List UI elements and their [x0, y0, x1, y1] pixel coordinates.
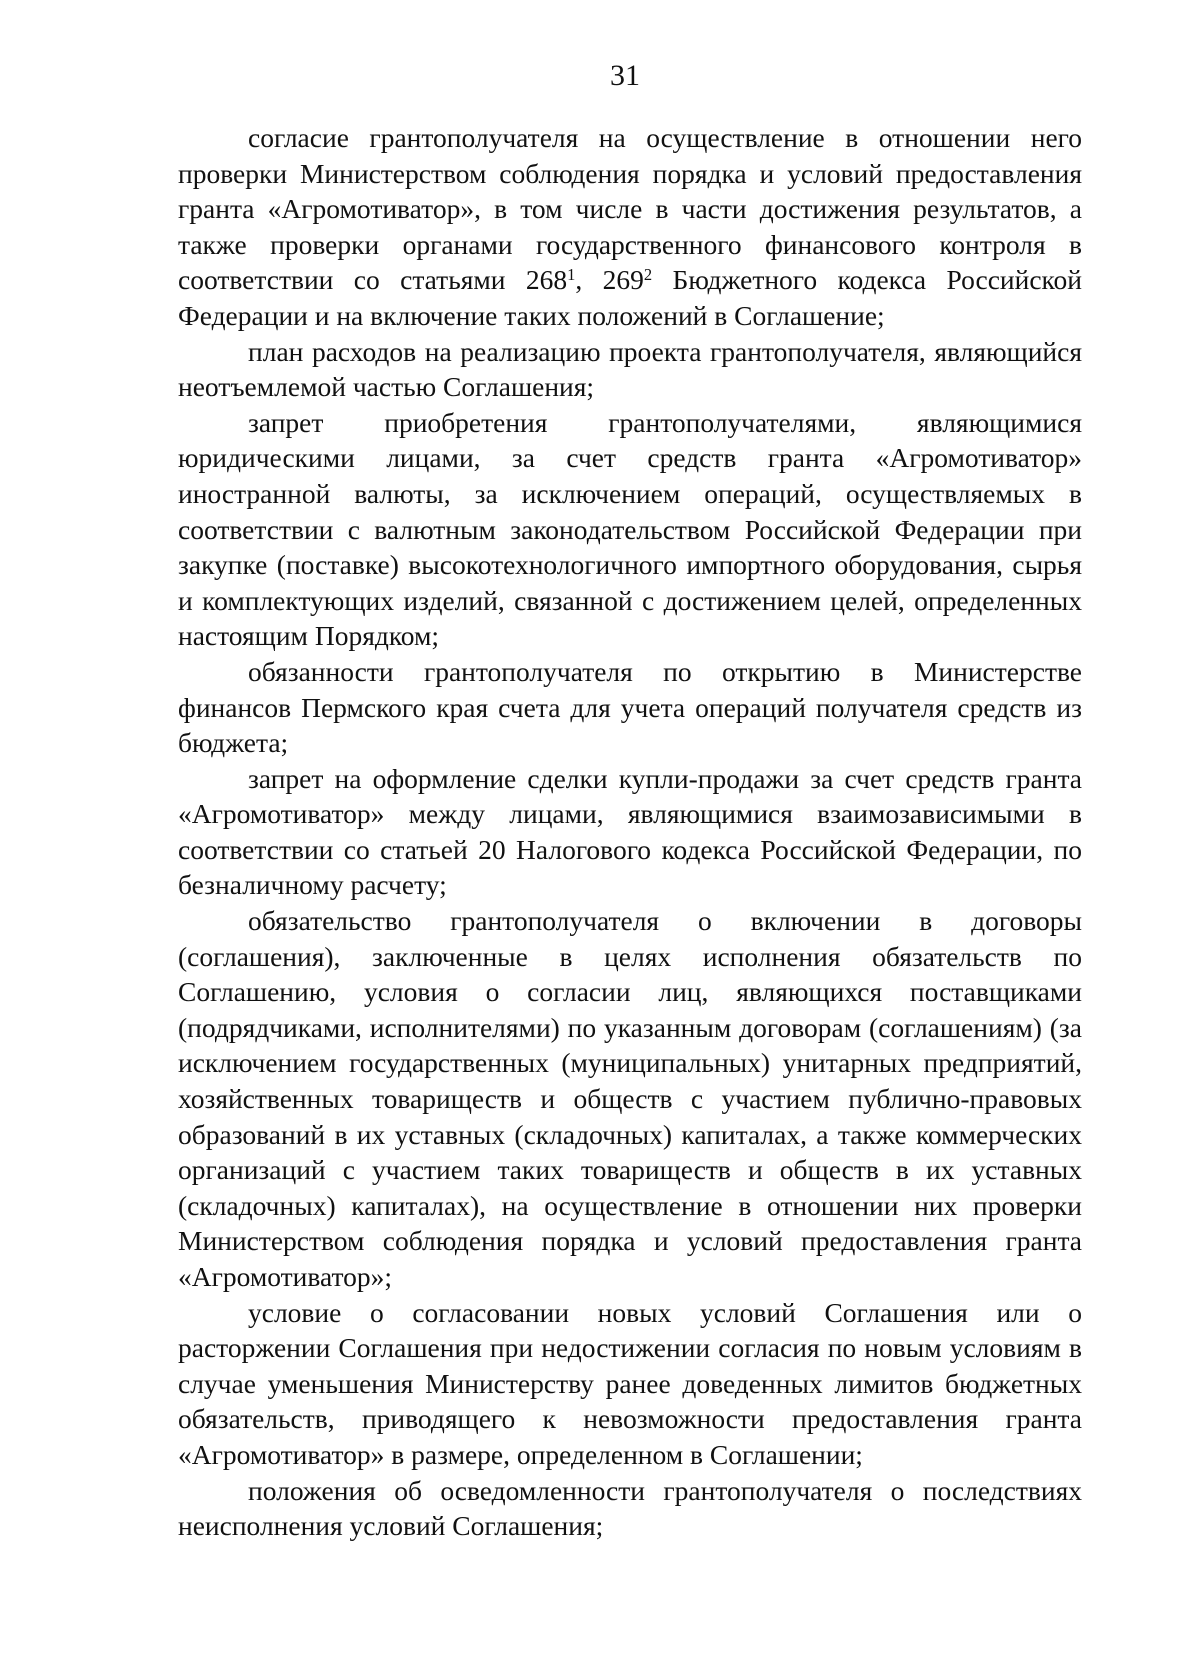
page-number: 31	[610, 59, 640, 92]
paragraph-text: согласие грантополучателя на осуществление в отношении него проверки Министерством соблюдения порядка и условий предоставления гранта «Агромотиватор», в том числе в части достижения результатов, а также проверки органами государственного финансового контроля в соответствии со статьями 268	[178, 122, 1082, 296]
paragraph-contract-obligation: обязательство грантополучателя о включении в договоры (соглашения), заключенные в целях исполнения обязательств по Соглашению, условия о согласии лиц, являющихся поставщиками (подрядчиками, исполнителями) по указанным договорам (соглашениям) (за исключением государственных (муниципальных) унитарных предприятий, хозяйственных товариществ и обществ с участием публично-правовых образований в их уставных (складочных) капиталах, а также коммерческих организаций с участием таких товариществ и обществ в их уставных (складочных) капиталах), на осуществление в отношении них проверки Министерством соблюдения порядка и условий предоставления гранта «Агромотиватор»;	[178, 905, 1082, 1292]
paragraph-text: Бюджетного кодекса Российской Федерации и на включение таких положений в Соглашение;	[178, 264, 1082, 331]
paragraph-text: , 269	[575, 264, 644, 296]
paragraph-expense-plan: план расходов на реализацию проекта грантополучателя, являющийся неотъемлемой частью Соглашения;	[178, 335, 1082, 403]
paragraph-account-opening: обязанности грантополучателя по открытию в Министерстве финансов Пермского края счета для учета операций получателя средств из бюджета;	[178, 655, 1082, 759]
paragraph-new-conditions: условие о согласовании новых условий Соглашения или о расторжении Соглашения при недостижении согласия по новым условиям в случае уменьшения Министерству ранее доведенных лимитов бюджетных обязательств, приводящего к невозможности предоставления гранта «Агромотиватор» в размере, определенном в Соглашении;	[178, 1296, 1082, 1470]
superscript-article-269: 2	[643, 265, 653, 285]
superscript-article-268: 1	[567, 265, 576, 285]
paragraph-currency-ban: запрет приобретения грантополучателями, являющимися юридическими лицами, за счет средств гранта «Агромотиватор» иностранной валюты, за исключением операций, осуществляемых в соответствии с валютным законодательством Российской Федерации при закупке (поставке) высокотехнологичного импортного оборудования, сырья и комплектующих изделий, связанной с достижением целей, определенных настоящим Порядком;	[178, 406, 1082, 652]
paragraph-consent-inspection	[178, 120, 1082, 334]
document-body	[178, 120, 1082, 1544]
paragraph-awareness: положения об осведомленности грантополучателя о последствиях неисполнения условий Соглашения;	[178, 1474, 1082, 1542]
paragraph-sale-ban: запрет на оформление сделки купли-продажи за счет средств гранта «Агромотиватор» между лицами, являющимися взаимозависимыми в соответствии со статьей 20 Налогового кодекса Российской Федерации, по безналичному расчету;	[178, 762, 1082, 901]
